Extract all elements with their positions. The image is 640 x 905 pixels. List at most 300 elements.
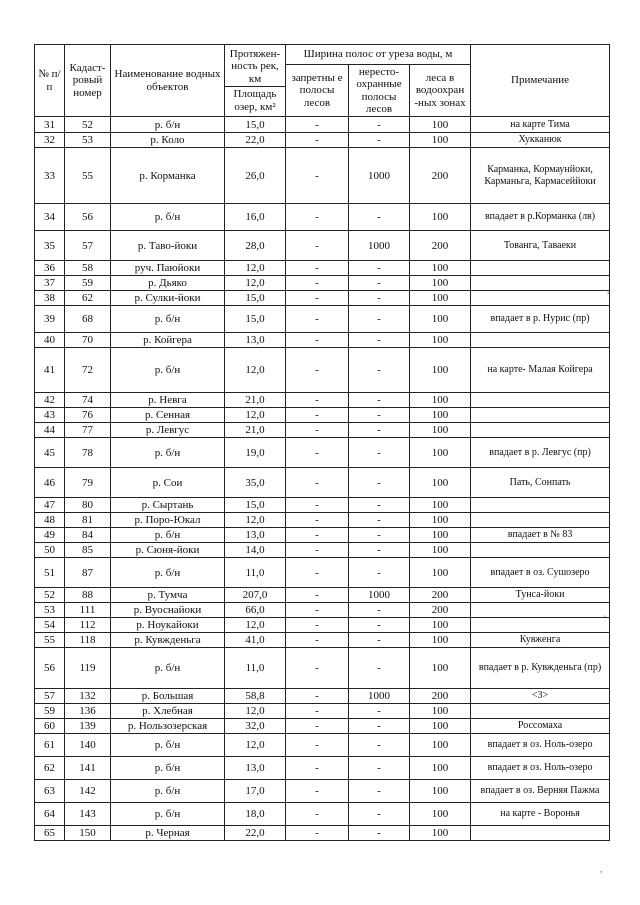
water-protect-width: 100 bbox=[410, 618, 471, 633]
note bbox=[471, 261, 610, 276]
water-body-name: р. Сюня-йоки bbox=[111, 543, 225, 558]
spawning-width: - bbox=[349, 780, 410, 803]
length-km: 21,0 bbox=[225, 423, 286, 438]
water-body-name: р. Койгера bbox=[111, 333, 225, 348]
table-row bbox=[35, 423, 610, 438]
water-body-name: р. Поро-Юкал bbox=[111, 513, 225, 528]
note bbox=[471, 393, 610, 408]
water-body-name: р. Корманка bbox=[111, 148, 225, 204]
length-km: 12,0 bbox=[225, 408, 286, 423]
length-km: 12,0 bbox=[225, 734, 286, 757]
cadastral-number: 81 bbox=[65, 513, 111, 528]
forbidden-width: - bbox=[286, 826, 349, 841]
length-km: 15,0 bbox=[225, 498, 286, 513]
water-protect-width: 200 bbox=[410, 603, 471, 618]
forbidden-width: - bbox=[286, 689, 349, 704]
table-row bbox=[35, 393, 610, 408]
spawning-width: - bbox=[349, 528, 410, 543]
forbidden-width: - bbox=[286, 757, 349, 780]
table-row bbox=[35, 117, 610, 133]
length-km: 12,0 bbox=[225, 348, 286, 393]
table-row bbox=[35, 588, 610, 603]
length-km: 14,0 bbox=[225, 543, 286, 558]
note: Кувженга bbox=[471, 633, 610, 648]
row-number: 33 bbox=[35, 148, 65, 204]
cadastral-number: 76 bbox=[65, 408, 111, 423]
water-body-name: р. Дьяко bbox=[111, 276, 225, 291]
water-body-name: р. б/н bbox=[111, 348, 225, 393]
length-km: 11,0 bbox=[225, 558, 286, 588]
table-row bbox=[35, 689, 610, 704]
row-number: 41 bbox=[35, 348, 65, 393]
forbidden-width: - bbox=[286, 704, 349, 719]
water-protect-width: 200 bbox=[410, 231, 471, 261]
note bbox=[471, 603, 610, 618]
cadastral-number: 72 bbox=[65, 348, 111, 393]
water-protect-width: 200 bbox=[410, 588, 471, 603]
spawning-width: - bbox=[349, 348, 410, 393]
water-body-name: р. Сои bbox=[111, 468, 225, 498]
water-protect-width: 100 bbox=[410, 757, 471, 780]
spawning-width: - bbox=[349, 498, 410, 513]
note: Россомаха bbox=[471, 719, 610, 734]
note: Пать, Сонпать bbox=[471, 468, 610, 498]
cadastral-number: 85 bbox=[65, 543, 111, 558]
note: впадает в оз. Ноль-озеро bbox=[471, 757, 610, 780]
table-row bbox=[35, 204, 610, 231]
water-protect-width: 100 bbox=[410, 348, 471, 393]
length-km: 18,0 bbox=[225, 803, 286, 826]
spawning-width: - bbox=[349, 333, 410, 348]
forbidden-width: - bbox=[286, 513, 349, 528]
cadastral-number: 142 bbox=[65, 780, 111, 803]
note: Тованга, Таваеки bbox=[471, 231, 610, 261]
row-number: 63 bbox=[35, 780, 65, 803]
table-row bbox=[35, 648, 610, 689]
row-number: 49 bbox=[35, 528, 65, 543]
water-protect-width: 100 bbox=[410, 558, 471, 588]
row-number: 32 bbox=[35, 133, 65, 148]
row-number: 42 bbox=[35, 393, 65, 408]
note: на карте- Малая Койгера bbox=[471, 348, 610, 393]
length-km: 21,0 bbox=[225, 393, 286, 408]
water-body-name: р. Коло bbox=[111, 133, 225, 148]
row-number: 48 bbox=[35, 513, 65, 528]
row-number: 50 bbox=[35, 543, 65, 558]
forbidden-width: - bbox=[286, 408, 349, 423]
water-protect-width: 100 bbox=[410, 133, 471, 148]
header-length-area bbox=[225, 45, 286, 117]
cadastral-number: 119 bbox=[65, 648, 111, 689]
note: впадает в р. Левгус (пр) bbox=[471, 438, 610, 468]
forbidden-width: - bbox=[286, 803, 349, 826]
forbidden-width: - bbox=[286, 603, 349, 618]
water-body-name: р. б/н bbox=[111, 757, 225, 780]
table-row bbox=[35, 757, 610, 780]
spawning-width: - bbox=[349, 291, 410, 306]
row-number: 37 bbox=[35, 276, 65, 291]
water-body-name: р. б/н bbox=[111, 803, 225, 826]
spawning-width: - bbox=[349, 393, 410, 408]
water-body-name: р. б/н bbox=[111, 204, 225, 231]
length-km: 22,0 bbox=[225, 133, 286, 148]
water-body-name: р. Хлебная bbox=[111, 704, 225, 719]
cadastral-number: 136 bbox=[65, 704, 111, 719]
length-km: 22,0 bbox=[225, 826, 286, 841]
table-row bbox=[35, 558, 610, 588]
table-body bbox=[35, 117, 610, 841]
table-row bbox=[35, 734, 610, 757]
forbidden-width: - bbox=[286, 348, 349, 393]
length-km: 15,0 bbox=[225, 306, 286, 333]
table-row bbox=[35, 291, 610, 306]
note: Карманка, Кормаунйоки, Карманьга, Кармасеййоки bbox=[471, 148, 610, 204]
table-row bbox=[35, 704, 610, 719]
scan-mark: , bbox=[607, 285, 610, 295]
water-protect-width: 100 bbox=[410, 204, 471, 231]
table-row bbox=[35, 133, 610, 148]
length-km: 35,0 bbox=[225, 468, 286, 498]
spawning-width: - bbox=[349, 603, 410, 618]
cadastral-number: 70 bbox=[65, 333, 111, 348]
row-number: 64 bbox=[35, 803, 65, 826]
water-body-name: р. Кувжденьга bbox=[111, 633, 225, 648]
cadastral-number: 57 bbox=[65, 231, 111, 261]
spawning-width: - bbox=[349, 408, 410, 423]
table-row bbox=[35, 780, 610, 803]
cadastral-number: 59 bbox=[65, 276, 111, 291]
note: впадает в р.Корманка (лв) bbox=[471, 204, 610, 231]
table-row bbox=[35, 826, 610, 841]
forbidden-width: - bbox=[286, 618, 349, 633]
note bbox=[471, 704, 610, 719]
water-protect-width: 100 bbox=[410, 117, 471, 133]
water-protect-width: 100 bbox=[410, 719, 471, 734]
header-note: Примечание bbox=[471, 45, 610, 117]
water-protect-width: 100 bbox=[410, 276, 471, 291]
spawning-width: - bbox=[349, 734, 410, 757]
water-body-name: р. Сулки-йоки bbox=[111, 291, 225, 306]
note bbox=[471, 618, 610, 633]
length-km: 17,0 bbox=[225, 780, 286, 803]
table-row bbox=[35, 633, 610, 648]
spawning-width: - bbox=[349, 513, 410, 528]
length-km: 32,0 bbox=[225, 719, 286, 734]
spawning-width: - bbox=[349, 423, 410, 438]
spawning-width: 1000 bbox=[349, 588, 410, 603]
table-row bbox=[35, 438, 610, 468]
header-name: Наименование водных объектов bbox=[111, 45, 225, 117]
row-number: 55 bbox=[35, 633, 65, 648]
length-km: 19,0 bbox=[225, 438, 286, 468]
cadastral-number: 79 bbox=[65, 468, 111, 498]
spawning-width: - bbox=[349, 704, 410, 719]
water-protect-width: 100 bbox=[410, 333, 471, 348]
water-body-name: р. Левгус bbox=[111, 423, 225, 438]
spawning-width: - bbox=[349, 618, 410, 633]
cadastral-number: 74 bbox=[65, 393, 111, 408]
row-number: 31 bbox=[35, 117, 65, 133]
water-protect-width: 100 bbox=[410, 438, 471, 468]
water-protect-width: 100 bbox=[410, 291, 471, 306]
water-body-name: р. б/н bbox=[111, 528, 225, 543]
table-row bbox=[35, 231, 610, 261]
row-number: 52 bbox=[35, 588, 65, 603]
row-number: 39 bbox=[35, 306, 65, 333]
note: впадает в р. Нурис (пр) bbox=[471, 306, 610, 333]
row-number: 60 bbox=[35, 719, 65, 734]
note: <3> bbox=[471, 689, 610, 704]
row-number: 59 bbox=[35, 704, 65, 719]
row-number: 57 bbox=[35, 689, 65, 704]
water-body-name: р. б/н bbox=[111, 734, 225, 757]
water-protect-width: 100 bbox=[410, 633, 471, 648]
table-row bbox=[35, 348, 610, 393]
water-body-name: р. б/н bbox=[111, 117, 225, 133]
forbidden-width: - bbox=[286, 423, 349, 438]
cadastral-number: 68 bbox=[65, 306, 111, 333]
cadastral-number: 55 bbox=[65, 148, 111, 204]
cadastral-number: 77 bbox=[65, 423, 111, 438]
length-km: 11,0 bbox=[225, 648, 286, 689]
spawning-width: - bbox=[349, 306, 410, 333]
forbidden-width: - bbox=[286, 734, 349, 757]
spawning-width: - bbox=[349, 543, 410, 558]
cadastral-number: 87 bbox=[65, 558, 111, 588]
cadastral-number: 56 bbox=[65, 204, 111, 231]
header-water-protect: леса в водоохран -ных зонах bbox=[410, 65, 471, 117]
length-km: 12,0 bbox=[225, 276, 286, 291]
cadastral-number: 112 bbox=[65, 618, 111, 633]
row-number: 51 bbox=[35, 558, 65, 588]
row-number: 40 bbox=[35, 333, 65, 348]
row-number: 38 bbox=[35, 291, 65, 306]
note: впадает в оз. Верняя Пажма bbox=[471, 780, 610, 803]
forbidden-width: - bbox=[286, 276, 349, 291]
note bbox=[471, 423, 610, 438]
forbidden-width: - bbox=[286, 333, 349, 348]
cadastral-number: 111 bbox=[65, 603, 111, 618]
length-km: 16,0 bbox=[225, 204, 286, 231]
forbidden-width: - bbox=[286, 498, 349, 513]
row-number: 34 bbox=[35, 204, 65, 231]
row-number: 47 bbox=[35, 498, 65, 513]
cadastral-number: 140 bbox=[65, 734, 111, 757]
water-protect-width: 100 bbox=[410, 803, 471, 826]
water-protect-width: 200 bbox=[410, 148, 471, 204]
water-protect-width: 100 bbox=[410, 528, 471, 543]
cadastral-number: 132 bbox=[65, 689, 111, 704]
water-protect-width: 100 bbox=[410, 468, 471, 498]
water-body-name: р. б/н bbox=[111, 648, 225, 689]
length-km: 13,0 bbox=[225, 757, 286, 780]
table-row bbox=[35, 528, 610, 543]
note bbox=[471, 498, 610, 513]
forbidden-width: - bbox=[286, 588, 349, 603]
note: впадает в р. Кувжденьга (пр) bbox=[471, 648, 610, 689]
spawning-width: 1000 bbox=[349, 689, 410, 704]
table-row bbox=[35, 803, 610, 826]
row-number: 54 bbox=[35, 618, 65, 633]
row-number: 53 bbox=[35, 603, 65, 618]
note bbox=[471, 276, 610, 291]
water-body-name: р. Черная bbox=[111, 826, 225, 841]
note: впадает в № 83 bbox=[471, 528, 610, 543]
cadastral-number: 141 bbox=[65, 757, 111, 780]
water-protect-width: 100 bbox=[410, 261, 471, 276]
water-body-name: р. Большая bbox=[111, 689, 225, 704]
water-protect-width: 100 bbox=[410, 498, 471, 513]
note: на карте Тима bbox=[471, 117, 610, 133]
water-protect-width: 100 bbox=[410, 704, 471, 719]
table-row bbox=[35, 148, 610, 204]
row-number: 62 bbox=[35, 757, 65, 780]
note: впадает в оз. Ноль-озеро bbox=[471, 734, 610, 757]
spawning-width: - bbox=[349, 204, 410, 231]
length-km: 15,0 bbox=[225, 291, 286, 306]
spawning-width: - bbox=[349, 468, 410, 498]
forbidden-width: - bbox=[286, 468, 349, 498]
cadastral-number: 53 bbox=[65, 133, 111, 148]
cadastral-number: 58 bbox=[65, 261, 111, 276]
forbidden-width: - bbox=[286, 306, 349, 333]
forbidden-width: - bbox=[286, 393, 349, 408]
water-body-name: р. Вуоснайоки bbox=[111, 603, 225, 618]
water-body-name: р. Сыртань bbox=[111, 498, 225, 513]
note bbox=[471, 543, 610, 558]
spawning-width: - bbox=[349, 757, 410, 780]
forbidden-width: - bbox=[286, 719, 349, 734]
forbidden-width: - bbox=[286, 648, 349, 689]
water-protect-width: 100 bbox=[410, 408, 471, 423]
length-km: 41,0 bbox=[225, 633, 286, 648]
length-km: 12,0 bbox=[225, 618, 286, 633]
table-row bbox=[35, 261, 610, 276]
water-body-name: р. Сенная bbox=[111, 408, 225, 423]
scan-mark: , bbox=[600, 864, 603, 874]
cadastral-number: 84 bbox=[65, 528, 111, 543]
table-row bbox=[35, 468, 610, 498]
spawning-width: - bbox=[349, 633, 410, 648]
header-cadastral: Кадаст-ровый номер bbox=[65, 45, 111, 117]
table-row bbox=[35, 603, 610, 618]
spawning-width: - bbox=[349, 133, 410, 148]
forbidden-width: - bbox=[286, 148, 349, 204]
water-body-name: р. б/н bbox=[111, 558, 225, 588]
spawning-width: - bbox=[349, 438, 410, 468]
cadastral-number: 139 bbox=[65, 719, 111, 734]
row-number: 56 bbox=[35, 648, 65, 689]
note: впадает в оз. Сушозеро bbox=[471, 558, 610, 588]
water-body-name: р. б/н bbox=[111, 438, 225, 468]
spawning-width: - bbox=[349, 648, 410, 689]
table-row bbox=[35, 498, 610, 513]
water-body-name: р. Невга bbox=[111, 393, 225, 408]
table-row bbox=[35, 408, 610, 423]
table-row bbox=[35, 618, 610, 633]
water-body-name: р. Тумча bbox=[111, 588, 225, 603]
spawning-width: - bbox=[349, 558, 410, 588]
header-forbidden: запретны е полосы лесов bbox=[286, 65, 349, 117]
water-body-name: р. Таво-йоки bbox=[111, 231, 225, 261]
water-protect-width: 100 bbox=[410, 826, 471, 841]
forbidden-width: - bbox=[286, 780, 349, 803]
forbidden-width: - bbox=[286, 543, 349, 558]
forbidden-width: - bbox=[286, 133, 349, 148]
water-body-name: р. б/н bbox=[111, 780, 225, 803]
note bbox=[471, 333, 610, 348]
length-km: 28,0 bbox=[225, 231, 286, 261]
water-body-name: руч. Паюйоки bbox=[111, 261, 225, 276]
table-row bbox=[35, 333, 610, 348]
row-number: 35 bbox=[35, 231, 65, 261]
note bbox=[471, 513, 610, 528]
header-length: Протяжен-ность рек, км bbox=[225, 47, 285, 88]
length-km: 13,0 bbox=[225, 333, 286, 348]
water-protect-width: 200 bbox=[410, 689, 471, 704]
length-km: 66,0 bbox=[225, 603, 286, 618]
table-row bbox=[35, 513, 610, 528]
header-num: № п/п bbox=[35, 45, 65, 117]
spawning-width: - bbox=[349, 719, 410, 734]
row-number: 36 bbox=[35, 261, 65, 276]
header-spawning: нересто-охранные полосы лесов bbox=[349, 65, 410, 117]
water-protect-width: 100 bbox=[410, 423, 471, 438]
length-km: 12,0 bbox=[225, 261, 286, 276]
note: Хукканюк bbox=[471, 133, 610, 148]
length-km: 13,0 bbox=[225, 528, 286, 543]
cadastral-number: 150 bbox=[65, 826, 111, 841]
water-protect-width: 100 bbox=[410, 734, 471, 757]
cadastral-number: 80 bbox=[65, 498, 111, 513]
spawning-width: - bbox=[349, 117, 410, 133]
spawning-width: - bbox=[349, 803, 410, 826]
forbidden-width: - bbox=[286, 231, 349, 261]
water-protect-width: 100 bbox=[410, 393, 471, 408]
cadastral-number: 52 bbox=[65, 117, 111, 133]
forbidden-width: - bbox=[286, 528, 349, 543]
header-width-group: Ширина полос от уреза воды, м bbox=[286, 45, 471, 65]
scan-mark: ' bbox=[604, 614, 606, 624]
note bbox=[471, 291, 610, 306]
cadastral-number: 143 bbox=[65, 803, 111, 826]
note bbox=[471, 826, 610, 841]
table-row bbox=[35, 719, 610, 734]
note: на карте - Воронья bbox=[471, 803, 610, 826]
length-km: 12,0 bbox=[225, 513, 286, 528]
water-bodies-table bbox=[34, 44, 610, 841]
row-number: 45 bbox=[35, 438, 65, 468]
length-km: 15,0 bbox=[225, 117, 286, 133]
length-km: 207,0 bbox=[225, 588, 286, 603]
header-area: Площадь озер, км² bbox=[233, 88, 277, 113]
water-protect-width: 100 bbox=[410, 648, 471, 689]
spawning-width: 1000 bbox=[349, 231, 410, 261]
water-protect-width: 100 bbox=[410, 306, 471, 333]
forbidden-width: - bbox=[286, 204, 349, 231]
water-protect-width: 100 bbox=[410, 780, 471, 803]
water-protect-width: 100 bbox=[410, 513, 471, 528]
cadastral-number: 118 bbox=[65, 633, 111, 648]
table-row bbox=[35, 543, 610, 558]
forbidden-width: - bbox=[286, 261, 349, 276]
forbidden-width: - bbox=[286, 117, 349, 133]
water-protect-width: 100 bbox=[410, 543, 471, 558]
note bbox=[471, 408, 610, 423]
forbidden-width: - bbox=[286, 558, 349, 588]
spawning-width: - bbox=[349, 826, 410, 841]
cadastral-number: 78 bbox=[65, 438, 111, 468]
